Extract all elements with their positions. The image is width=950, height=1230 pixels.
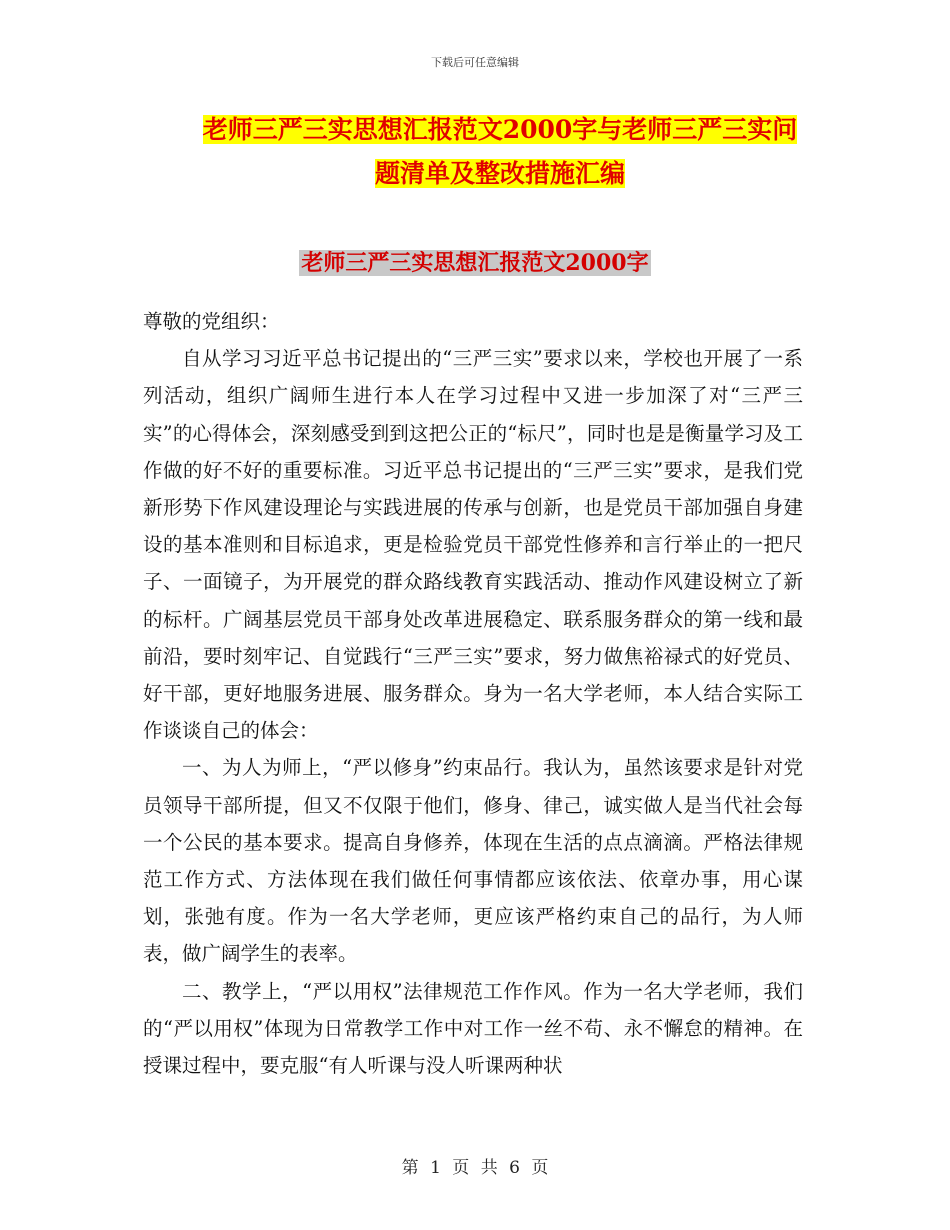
section-subtitle (0, 246, 950, 277)
paragraph-intro: 自从学习习近平总书记提出的“三严三实”要求以来，学校也开展了一系列活动，组织广阔师生进行本人在学习过程中又进一步加深了对“三严三实”的心得体会，深刻感受到到这把公正的“标尺”，同时也是是衡量学习及工作做的好不好的重要标准。习近平总书记提出的“三严三实”要求，是我们党新形势下作风建设理论与实践进展的传承与创新，也是党员干部加强自身建设的基本准则和目标追求，更是检验党员干部党性修养和言行举止的一把尺子、一面镜子，为开展党的群众路线教育实践活动、推动作风建设树立了新的标杆。广阔基层党员干部身处改革进展稳定、联系服务群众的第一线和最前沿，要时刻牢记、自觉践行“三严三实”要求，努力做焦裕禄式的好党员、好干部，更好地服务进展、服务群众。身为一名大学老师，本人结合实际工作谈谈自己的体会： (143, 347, 803, 743)
section-subtitle-text: 老师三严三实思想汇报范文2000字 (301, 250, 649, 276)
title-line-1: 老师三严三实思想汇报范文2000字与老师三严三实问 (202, 115, 798, 144)
document-body (143, 303, 803, 1084)
paragraph-point-2: 二、教学上，“严以用权”法律规范工作作风。作为一名大学老师，我们的“严以用权”体现为日常教学工作中对工作一丝不苟、永不懈怠的精神。在授课过程中，要克服“有人听课与没人听课两种状 (143, 979, 803, 1078)
salutation: 尊敬的党组织： (143, 310, 280, 333)
header-note: 下载后可任意编辑 (431, 56, 519, 69)
page-number-footer: 第 1 页 共 6 页 (401, 1158, 549, 1178)
title-line-2: 题清单及整改措施汇编 (374, 159, 625, 188)
paragraph-point-1: 一、为人为师上，“严以修身”约束品行。我认为，虽然该要求是针对党员领导干部所提，但又不仅限于他们，修身、律己，诚实做人是当代社会每一个公民的基本要求。提高自身修养，体现在生活的点点滴滴。严格法律规范工作方式、方法体现在我们做任何事情都应该依法、依章办事，用心谋划，张弛有度。作为一名大学老师，更应该严格约束自己的品行，为人师表，做广阔学生的表率。 (143, 756, 803, 966)
document-title (190, 108, 810, 196)
